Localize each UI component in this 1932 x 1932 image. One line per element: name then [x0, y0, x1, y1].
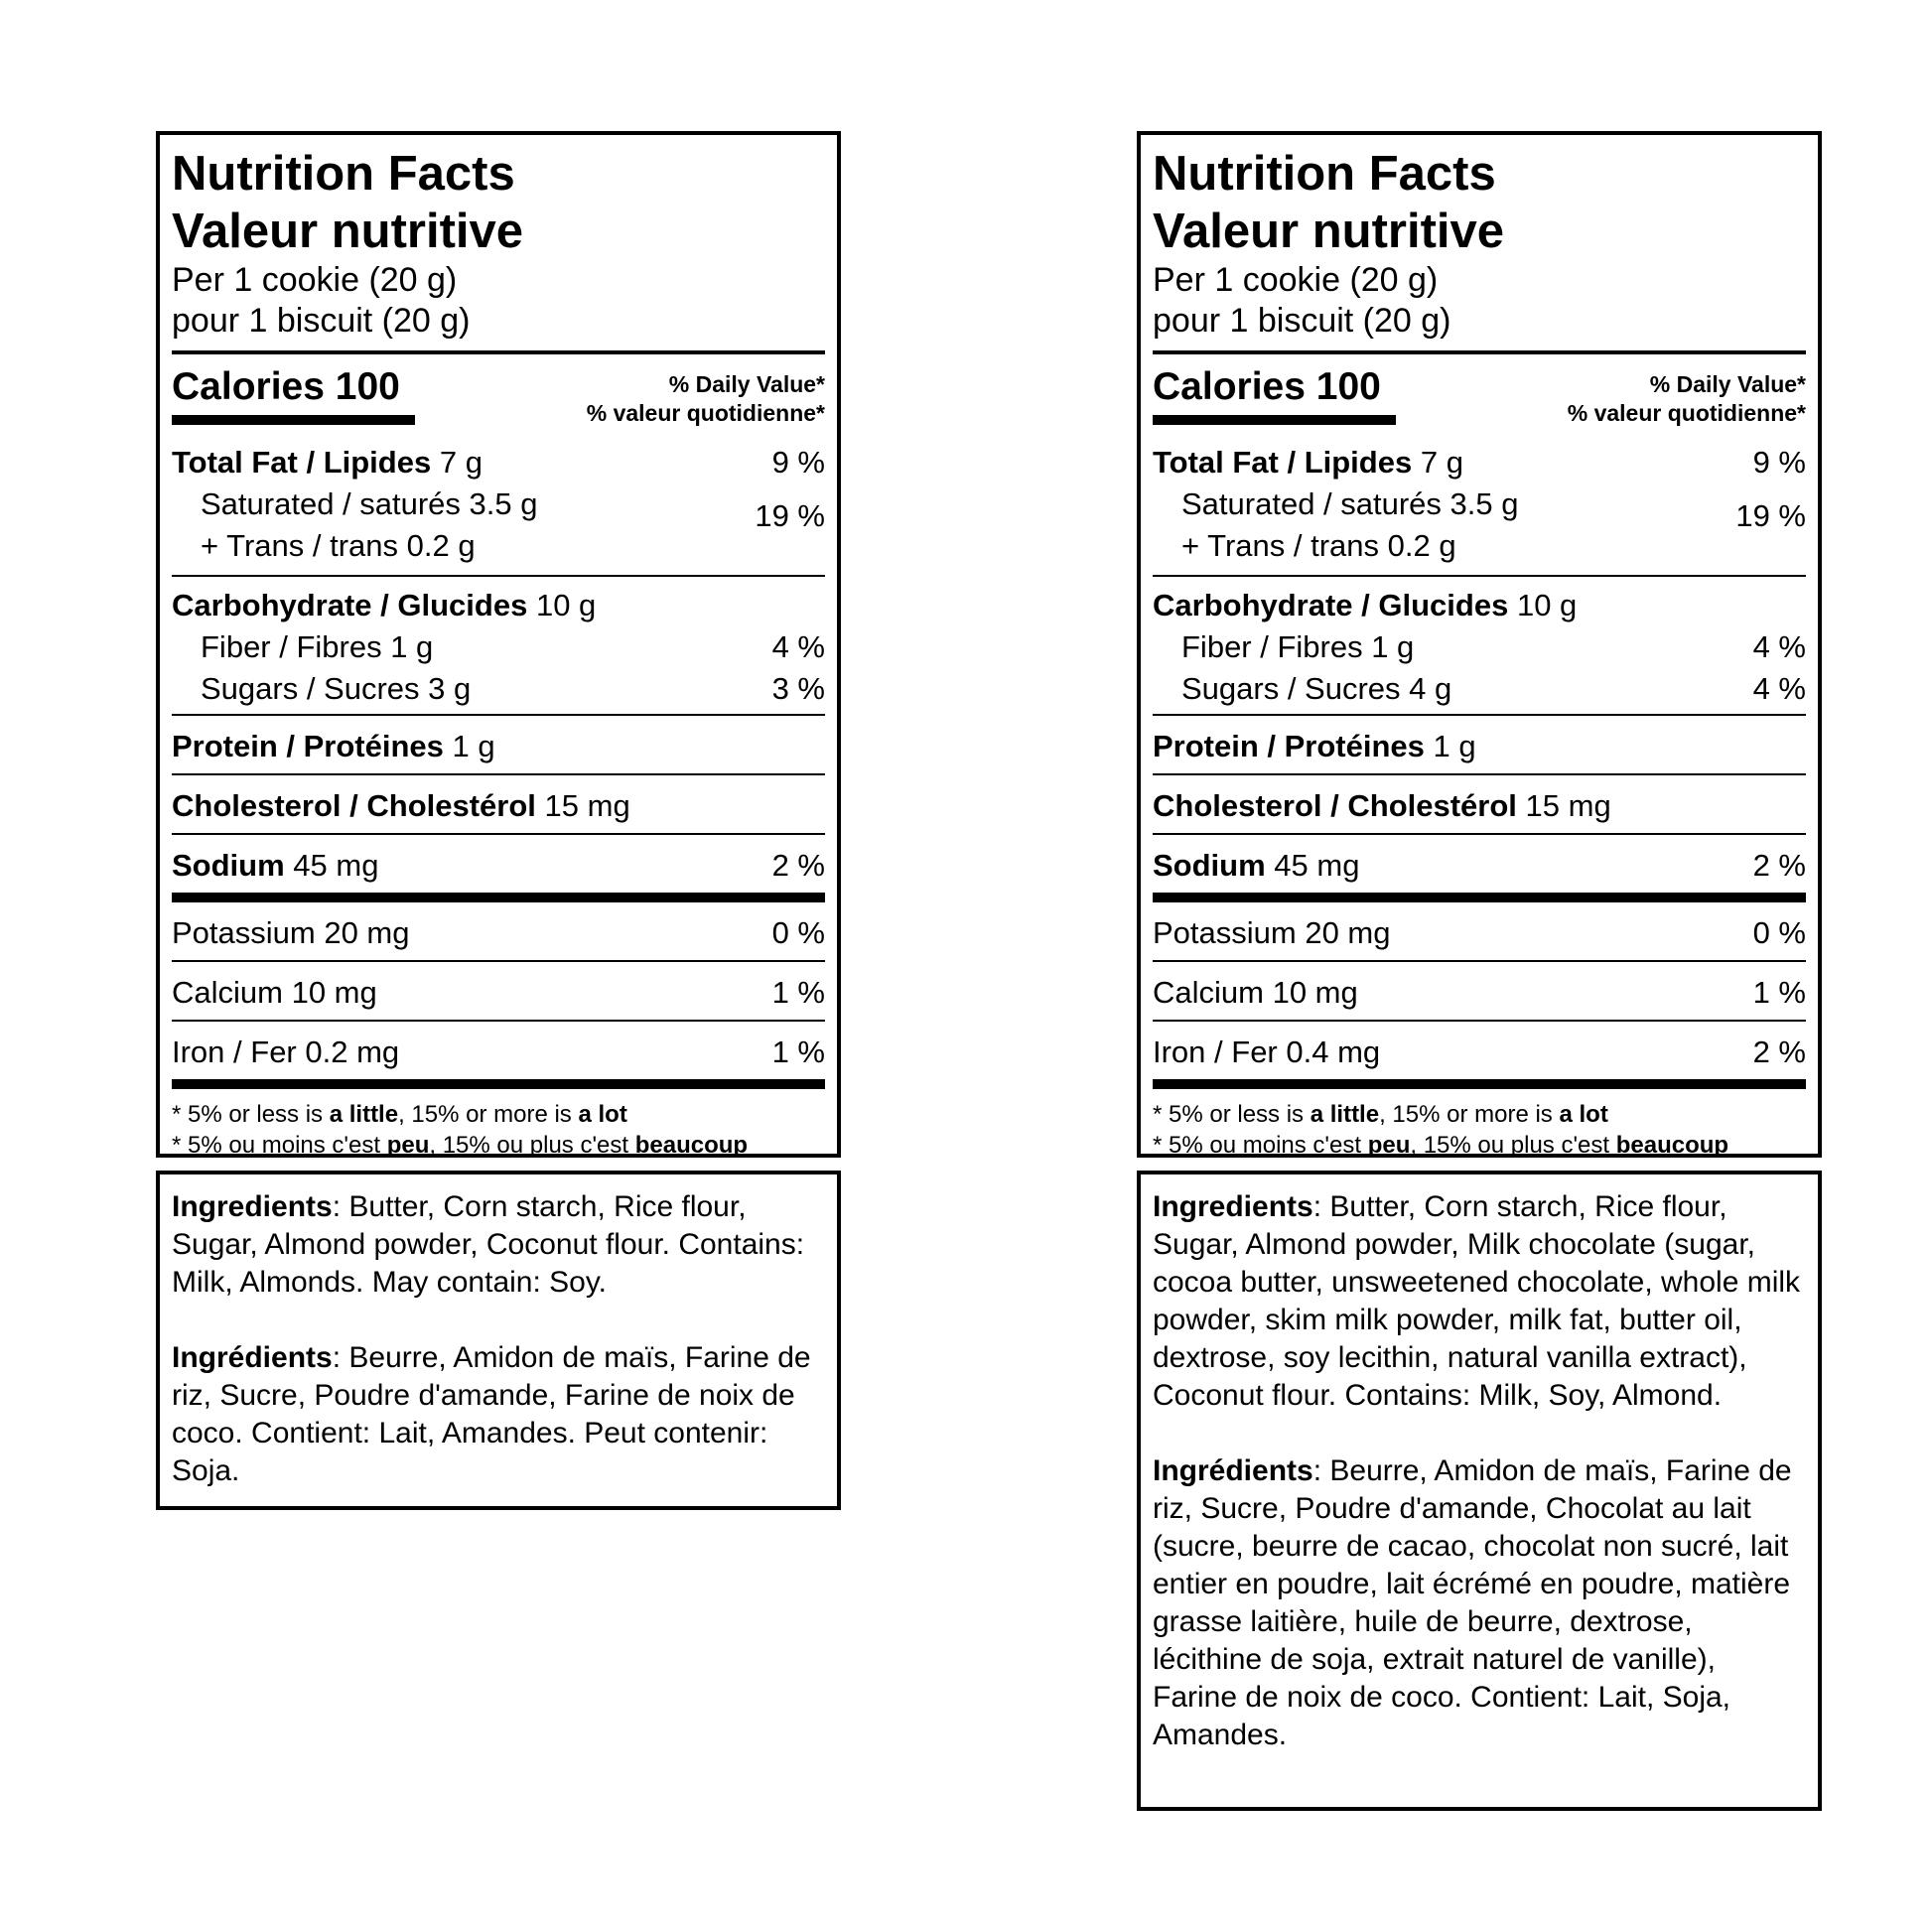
carbohydrate-label: Carbohydrate / Glucides [1153, 588, 1509, 622]
ingredients-fr: Ingrédients: Beurre, Amidon de maïs, Farine de riz, Sucre, Poudre d'amande, Farine de noix de coco. Contient: Lait, Amandes. Peut contenir: Soja. [172, 1341, 811, 1487]
ingredients-en: Ingredients: Butter, Corn starch, Rice flour, Sugar, Almond powder, Milk chocolate (sugar, cocoa butter, unsweetened chocolate, whole milk powder, skim milk powder, milk fat, butter oil, dextrose, soy lecithin, natural vanilla extract), Coconut flour. Contains: Milk, Soy, Almond. [1153, 1190, 1801, 1412]
potassium-pct: 0 % [1752, 915, 1806, 950]
cholesterol-value: 15 mg [1525, 788, 1611, 823]
saturated-row: Saturated / saturés 3.5 g [201, 486, 538, 521]
total-fat-label: Total Fat / Lipides [172, 445, 432, 480]
sodium-value: 45 mg [293, 848, 379, 883]
carbohydrate-group [172, 577, 825, 714]
calcium-label: Calcium 10 mg [172, 975, 377, 1010]
calories-row [172, 354, 825, 436]
calcium-pct: 1 % [1752, 975, 1806, 1010]
total-fat-value: 7 g [1420, 445, 1463, 480]
iron-label: Iron / Fer 0.4 mg [1153, 1035, 1381, 1069]
protein-label: Protein / Protéines [172, 729, 444, 763]
total-fat-value: 7 g [439, 445, 483, 480]
nutrition-facts-table [156, 131, 841, 1158]
title-fr: Valeur nutritive [1153, 205, 1505, 258]
sodium-row [172, 835, 825, 893]
fiber-pct: 4 % [1752, 629, 1806, 664]
fiber-pct: 4 % [771, 629, 825, 664]
potassium-pct: 0 % [771, 915, 825, 950]
protein-value: 1 g [452, 729, 495, 763]
sodium-pct: 2 % [1752, 848, 1806, 883]
nutrition-facts-table [1137, 131, 1822, 1158]
sugars-row [172, 668, 825, 710]
thick-divider [172, 893, 825, 902]
thick-divider [1153, 893, 1806, 902]
calcium-pct: 1 % [771, 975, 825, 1010]
calories-label: Calories [1153, 365, 1306, 408]
fiber-row [1153, 626, 1806, 668]
calcium-row [1153, 962, 1806, 1020]
ingredients-box [156, 1171, 841, 1510]
carbohydrate-group [1153, 577, 1806, 714]
serving-size-fr: pour 1 biscuit (20 g) [172, 302, 471, 340]
potassium-label: Potassium 20 mg [1153, 915, 1391, 950]
total-fat-pct: 9 % [771, 445, 825, 480]
protein-row [172, 716, 825, 773]
saturated-row: Saturated / saturés 3.5 g [1181, 486, 1519, 521]
title-fr: Valeur nutritive [172, 205, 524, 258]
nutrition-label-right [1137, 131, 1822, 1811]
serving-size-en: Per 1 cookie (20 g) [172, 261, 458, 299]
potassium-row [172, 902, 825, 960]
title-en: Nutrition Facts [1153, 147, 1496, 201]
potassium-label: Potassium 20 mg [172, 915, 410, 950]
iron-label: Iron / Fer 0.2 mg [172, 1035, 400, 1069]
sodium-label: Sodium [172, 848, 285, 883]
daily-value-header [1568, 370, 1806, 428]
sugars-pct: 3 % [771, 671, 825, 706]
sugars-label: Sugars / Sucres 4 g [1181, 671, 1452, 706]
daily-value-header [587, 370, 825, 428]
cholesterol-label: Cholesterol / Cholestérol [172, 788, 536, 823]
calories [172, 364, 400, 410]
calories-bar [172, 415, 415, 425]
calories-value: 100 [1315, 365, 1381, 408]
carbohydrate-row [1153, 585, 1806, 626]
total-fat-label: Total Fat / Lipides [1153, 445, 1413, 480]
sugars-pct: 4 % [1752, 671, 1806, 706]
trans-row: + Trans / trans 0.2 g [201, 528, 476, 563]
total-fat-row [172, 442, 825, 483]
total-fat-row [1153, 442, 1806, 483]
daily-value-fr: % valeur quotidienne* [1567, 400, 1806, 426]
protein-row [1153, 716, 1806, 773]
fiber-label: Fiber / Fibres 1 g [201, 629, 434, 664]
total-fat-pct: 9 % [1752, 445, 1806, 480]
daily-value-fr: % valeur quotidienne* [586, 400, 825, 426]
fiber-row [172, 626, 825, 668]
sodium-pct: 2 % [771, 848, 825, 883]
footnote-en: * 5% or less is a little, 15% or more is a lot [1153, 1101, 1608, 1128]
ingredients-en: Ingredients: Butter, Corn starch, Rice flour, Sugar, Almond powder, Coconut flour. Contains: Milk, Almonds. May contain: Soy. [172, 1190, 805, 1299]
footnote [1153, 1089, 1806, 1161]
serving-size-fr: pour 1 biscuit (20 g) [1153, 302, 1451, 340]
iron-pct: 1 % [771, 1035, 825, 1069]
ingredients-fr: Ingrédients: Beurre, Amidon de maïs, Farine de riz, Sucre, Poudre d'amande, Chocolat au lait (sucre, beurre de cacao, chocolat non sucré, lait entier en poudre, lait écrémé en poudre, matière grasse laitière, huile de beurre, dextrose, lécithine de soja, extrait naturel de vanille), Farine de noix de coco. Contient: Lait, Soja, Amandes. [1153, 1454, 1792, 1751]
calcium-label: Calcium 10 mg [1153, 975, 1358, 1010]
carbohydrate-value: 10 g [1516, 588, 1578, 622]
carbohydrate-value: 10 g [535, 588, 597, 622]
serving-size-en: Per 1 cookie (20 g) [1153, 261, 1439, 299]
ingredients-box [1137, 1171, 1822, 1811]
footnote [172, 1089, 825, 1161]
fiber-label: Fiber / Fibres 1 g [1181, 629, 1415, 664]
calories-bar [1153, 415, 1396, 425]
cholesterol-row [172, 775, 825, 833]
nutrition-label-left [156, 131, 841, 1510]
footnote-en: * 5% or less is a little, 15% or more is a lot [172, 1101, 627, 1128]
sugars-label: Sugars / Sucres 3 g [201, 671, 472, 706]
calcium-row [172, 962, 825, 1020]
sodium-label: Sodium [1153, 848, 1266, 883]
sat-trans-pct: 19 % [1735, 498, 1806, 533]
sodium-row [1153, 835, 1806, 893]
carbohydrate-row [172, 585, 825, 626]
potassium-row [1153, 902, 1806, 960]
cholesterol-row [1153, 775, 1806, 833]
sat-trans-pct: 19 % [755, 498, 825, 533]
protein-label: Protein / Protéines [1153, 729, 1425, 763]
calories-label: Calories [172, 365, 325, 408]
protein-value: 1 g [1433, 729, 1476, 763]
footnote-fr: * 5% ou moins c'est peu, 15% ou plus c'est beaucoup [172, 1132, 749, 1159]
daily-value-en: % Daily Value* [1649, 371, 1806, 397]
iron-row [1153, 1022, 1806, 1079]
title-en: Nutrition Facts [172, 147, 515, 201]
trans-row: + Trans / trans 0.2 g [1181, 528, 1456, 563]
calories [1153, 364, 1381, 410]
iron-row [172, 1022, 825, 1079]
calories-value: 100 [335, 365, 400, 408]
footnote-fr: * 5% ou moins c'est peu, 15% ou plus c'est beaucoup [1153, 1132, 1729, 1159]
thick-divider [172, 1079, 825, 1089]
sodium-value: 45 mg [1274, 848, 1360, 883]
iron-pct: 2 % [1752, 1035, 1806, 1069]
cholesterol-label: Cholesterol / Cholestérol [1153, 788, 1517, 823]
carbohydrate-label: Carbohydrate / Glucides [172, 588, 528, 622]
cholesterol-value: 15 mg [544, 788, 630, 823]
daily-value-en: % Daily Value* [668, 371, 825, 397]
fat-group [1153, 436, 1806, 575]
thick-divider [1153, 1079, 1806, 1089]
sugars-row [1153, 668, 1806, 710]
calories-row [1153, 354, 1806, 436]
fat-group [172, 436, 825, 575]
